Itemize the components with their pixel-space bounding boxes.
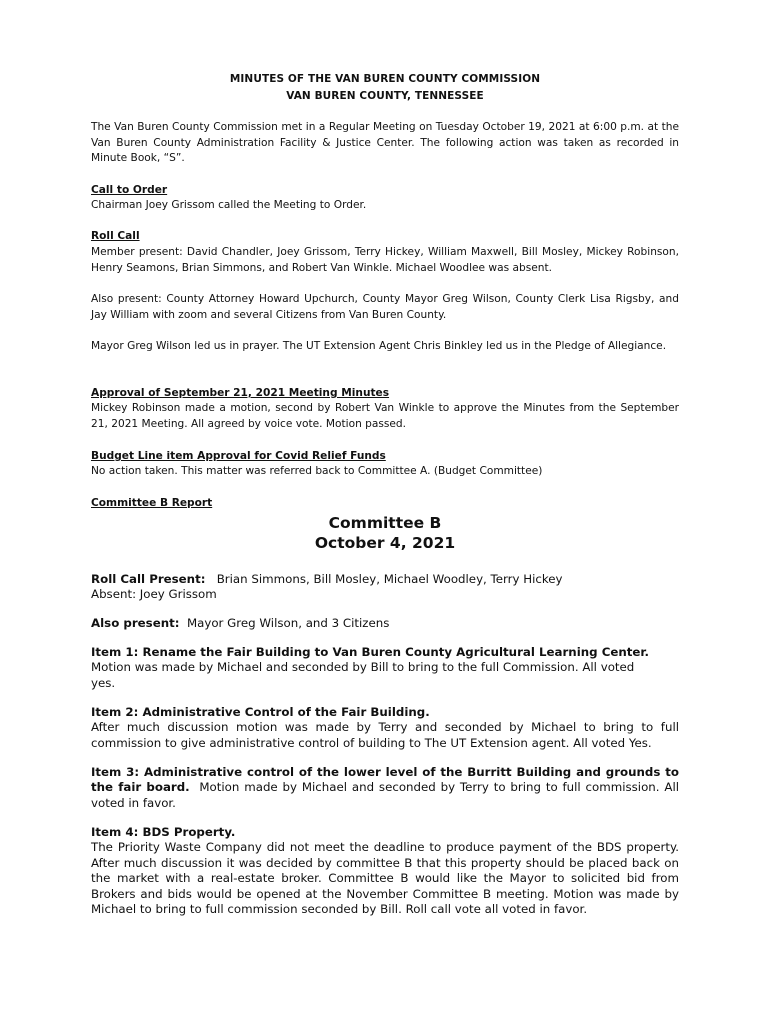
item-2 [91, 705, 679, 751]
call-to-order-text: Chairman Joey Grissom called the Meeting to Order. [91, 199, 367, 211]
roll-call-also-present: Also present: County Attorney Howard Upchurch, County Mayor Greg Wilson, County Clerk Lisa Rigsby, and Jay William with zoom and several Citizens from Van Buren County. [91, 293, 679, 321]
document-title-line2: VAN BUREN COUNTY, TENNESSEE [286, 90, 484, 102]
item-4 [91, 825, 679, 917]
budget-text: No action taken. This matter was referred back to Committee A. (Budget Committee) [91, 465, 543, 477]
roll-call-members: Member present: David Chandler, Joey Grissom, Terry Hickey, William Maxwell, Bill Mosley, Mickey Robinson, Henry Seamons, Brian Simmons, and Robert Van Winkle. Michael Woodlee was absent. [91, 246, 679, 274]
committee-also-present [91, 616, 679, 631]
item-4-text: The Priority Waste Company did not meet the deadline to produce payment of the BDS property. After much discussion it was decided by committee B that this property should be placed back on the market with a real-estate broker. Committee B would like the Mayor to solicited bid from Brokers and bids would be opened at the November Committee B meeting. Motion was made by Michael to bring to full commission seconded by Bill. Roll call vote all voted in favor. [91, 840, 679, 917]
committee-b-title: Committee B [328, 514, 442, 532]
roll-call-present-value: Brian Simmons, Bill Mosley, Michael Woodley, Terry Hickey [216, 572, 563, 586]
budget-heading: Budget Line item Approval for Covid Relief Funds [91, 450, 386, 462]
committee-b-report-heading: Committee B Report [91, 497, 213, 509]
item-1-text-line2: yes. [91, 675, 116, 690]
item-4-title: Item 4: BDS Property. [91, 825, 236, 839]
also-present-label: Also present: [91, 616, 180, 630]
item-3 [91, 765, 679, 811]
document-title-line1: MINUTES OF THE VAN BUREN COUNTY COMMISSION [229, 73, 541, 85]
roll-call-heading: Roll Call [91, 230, 140, 242]
item-2-title: Item 2: Administrative Control of the Fair Building. [91, 705, 430, 719]
item-1 [91, 645, 679, 691]
approval-text: Mickey Robinson made a motion, second by Robert Van Winkle to approve the Minutes from the September 21, 2021 Meeting. All agreed by voice vote. Motion passed. [91, 402, 679, 430]
roll-call-present-label: Roll Call Present: [91, 572, 206, 586]
prayer-paragraph: Mayor Greg Wilson led us in prayer. The UT Extension Agent Chris Binkley led us in the Pledge of Allegiance. [91, 340, 667, 352]
item-1-text-line1: Motion was made by Michael and seconded by Bill to bring to the full Commission. All voted [91, 660, 635, 675]
call-to-order-heading: Call to Order [91, 184, 168, 196]
item-2-text: After much discussion motion was made by Terry and seconded by Michael to bring to full commission to give administrative control of building to The UT Extension agent. All voted Yes. [91, 720, 679, 750]
also-present-value: Mayor Greg Wilson, and 3 Citizens [186, 616, 390, 630]
committee-roll-call [91, 572, 679, 603]
committee-b-date: October 4, 2021 [314, 534, 456, 552]
approval-heading: Approval of September 21, 2021 Meeting Minutes [91, 387, 390, 399]
item-1-title: Item 1: Rename the Fair Building to Van Buren County Agricultural Learning Center. [91, 645, 650, 659]
committee-absent: Absent: Joey Grissom [91, 587, 217, 602]
intro-paragraph: The Van Buren County Commission met in a Regular Meeting on Tuesday October 19, 2021 at 6:00 p.m. at the Van Buren County Administration Facility & Justice Center. The following action was taken as recorded in Minute Book, “S”. [91, 121, 679, 165]
item-3-text: Motion made by Michael and seconded by Terry to bring to full commission. All voted in favor. [91, 780, 679, 810]
item-3-title: Item 3: Administrative control of the lower level of the Burritt Building and grounds to the fair board. [91, 765, 679, 795]
